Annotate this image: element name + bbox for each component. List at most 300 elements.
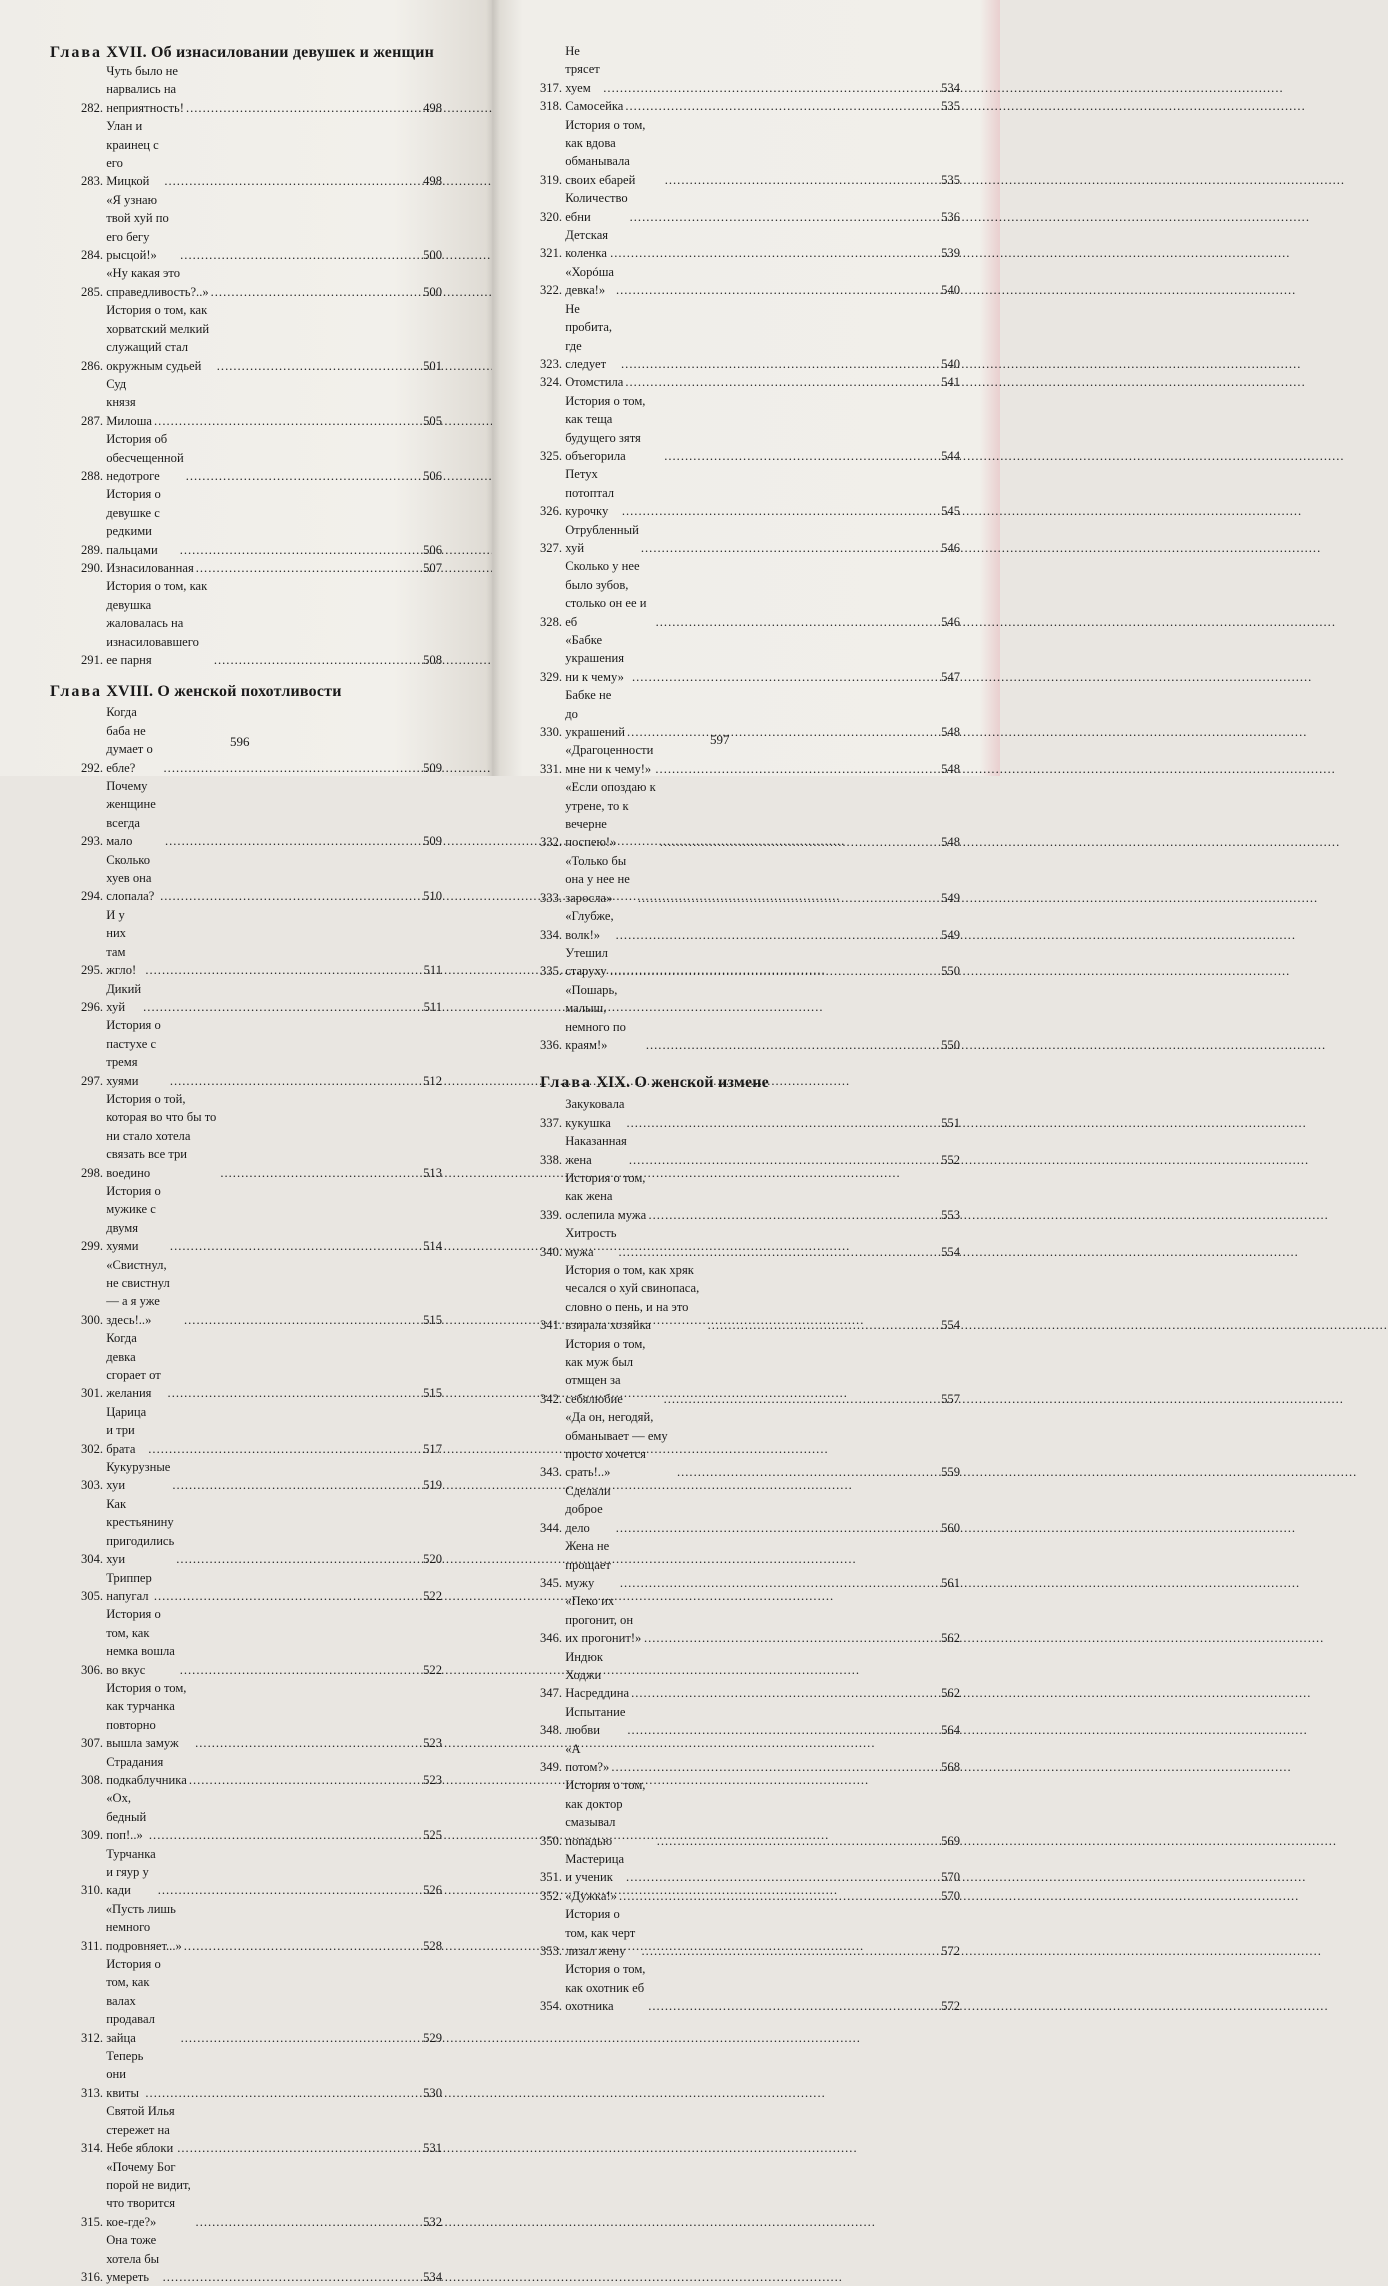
- entry-title: История о том, как теща будущего зятя объегорила: [565, 393, 646, 463]
- entry-title: Царица и три брата: [106, 1404, 147, 1456]
- leader-dots: [184, 1937, 406, 1955]
- toc-entry: [50, 62, 442, 117]
- entry-title: Испытание любви: [565, 1704, 626, 1738]
- entry-number: 342.: [540, 1391, 563, 1406]
- toc-entry: [540, 116, 960, 190]
- entry-title: Отомстила: [565, 375, 624, 390]
- entry-page: 569: [941, 1833, 960, 1848]
- toc-entry: [540, 686, 960, 741]
- leader-dots: [644, 1629, 906, 1647]
- toc-entry: [540, 300, 960, 374]
- leader-dots: [618, 1243, 906, 1261]
- entry-number: 316.: [81, 2269, 104, 2284]
- entry-number: 345.: [540, 1575, 563, 1590]
- leader-dots: [665, 171, 906, 189]
- entry-number: 317.: [540, 80, 563, 95]
- entry-title: История о том, как доктор смазывал попадью: [565, 1778, 646, 1848]
- entry-page: 544: [941, 448, 960, 463]
- toc-entry: [540, 1335, 960, 1409]
- leader-dots: [196, 2213, 406, 2231]
- entry-title: Не трясет хуем: [565, 44, 600, 95]
- entry-number: 328.: [540, 614, 563, 629]
- entry-title: История о том, как турчанка повторно вышла замуж: [106, 1680, 187, 1751]
- entry-number: 350.: [540, 1833, 563, 1848]
- toc-entry: [540, 778, 960, 852]
- entry-page: 523: [423, 1772, 442, 1787]
- entry-number: 308.: [81, 1772, 104, 1787]
- toc-entry: [540, 907, 960, 944]
- entry-page: 541: [941, 375, 960, 390]
- entry-page: 500: [423, 284, 442, 299]
- entry-number: 325.: [540, 448, 563, 463]
- toc-entry: [50, 1495, 442, 1569]
- entry-number: 310.: [81, 1883, 104, 1898]
- leader-dots: [168, 1384, 406, 1402]
- entry-title: История о том, как хряк чесался о хуй свинопаса, словно о пень, и на это взирала хозяйка: [565, 1263, 700, 1333]
- entry-title: История о том, как жена ослепила мужа: [565, 1170, 647, 1222]
- entry-title: Самосейка: [565, 99, 624, 114]
- leader-dots: [186, 467, 406, 485]
- toc-entry: [540, 465, 960, 520]
- entry-title: Турчанка и гяур у кади: [106, 1846, 156, 1898]
- leader-dots: [180, 246, 406, 264]
- entry-title: «Я узнаю твой хуй по его бегу рысцой!»: [106, 192, 169, 263]
- entry-number: 282.: [81, 100, 104, 115]
- toc-entry: [50, 1900, 442, 1955]
- entry-title: «Свистнул, не свистнул — а я уже здесь!..»: [106, 1257, 170, 1327]
- leader-dots: [677, 1463, 906, 1481]
- entry-title: История о том, как валах продавал зайца: [106, 1957, 161, 2045]
- entry-number: 309.: [81, 1828, 104, 1843]
- entry-page: 535: [941, 172, 960, 187]
- entry-page: 534: [423, 2269, 442, 2284]
- toc-entry: [50, 301, 442, 375]
- leader-dots: [641, 539, 906, 557]
- entry-page: 570: [941, 1888, 960, 1903]
- entry-title: Жена не прощает мужу: [565, 1539, 611, 1590]
- entry-page: 548: [941, 725, 960, 740]
- entry-number: 311.: [81, 1938, 103, 1953]
- entry-title: Закуковала кукушка: [565, 1097, 625, 1130]
- leader-dots: [664, 1390, 906, 1408]
- entry-number: 301.: [81, 1386, 104, 1401]
- entry-number: 285.: [81, 284, 104, 299]
- entry-page: 559: [941, 1465, 960, 1480]
- toc-entry: [540, 1261, 960, 1335]
- entry-page: 568: [941, 1759, 960, 1774]
- leader-dots: [638, 889, 906, 907]
- entry-page: 560: [941, 1520, 960, 1535]
- entry-page: 540: [941, 356, 960, 371]
- entry-title: Суд князя Милоша: [106, 376, 153, 428]
- toc-entry: [50, 430, 442, 485]
- entry-number: 284.: [81, 248, 104, 263]
- entry-title: Хитрость мужа: [565, 1226, 617, 1259]
- toc-entry: [540, 189, 960, 226]
- entry-page: 500: [423, 248, 442, 263]
- entry-title: История о том, как девушка жаловалась на изнасиловавшего ее парня: [106, 579, 208, 667]
- entry-title: Изнасилованная: [106, 560, 194, 575]
- leader-dots: [189, 1771, 406, 1789]
- entry-number: 332.: [540, 835, 563, 850]
- leader-dots: [629, 1151, 906, 1169]
- entry-number: 323.: [540, 356, 563, 371]
- toc-entry: [540, 1408, 960, 1482]
- entry-number: 337.: [540, 1115, 563, 1130]
- entry-title: Не пробита, где следует: [565, 301, 613, 371]
- leader-dots: [626, 1868, 906, 1886]
- book-gutter: [486, 0, 500, 776]
- entry-number: 322.: [540, 283, 563, 298]
- entry-title: Отрубленный хуй: [565, 522, 639, 555]
- entry-title: «Да он, негодяй, обманывает — ему просто хочется срать!..»: [565, 1410, 668, 1480]
- entry-title: «Бабке украшения ни к чему»: [565, 633, 625, 684]
- toc-entry: [540, 521, 960, 558]
- toc-list-xviii-cont: [540, 42, 960, 1054]
- entry-number: 313.: [81, 2085, 104, 2100]
- toc-entry: [540, 1850, 960, 1887]
- entry-number: 344.: [540, 1520, 563, 1535]
- entry-number: 304.: [81, 1552, 104, 1567]
- entry-page: 549: [941, 890, 960, 905]
- entry-number: 297.: [81, 1073, 104, 1088]
- entry-title: И у них там жгло!: [106, 907, 137, 978]
- leader-dots: [181, 2029, 406, 2047]
- toc-entry: [540, 1169, 960, 1224]
- entry-number: 340.: [540, 1244, 563, 1259]
- right-page: [492, 0, 1000, 2014]
- leader-dots: [184, 1311, 406, 1329]
- entry-number: 295.: [81, 963, 104, 978]
- entry-page: 557: [941, 1391, 960, 1406]
- toc-list-xix: [540, 1095, 960, 2015]
- leader-dots: [664, 447, 906, 465]
- page-number-left: 596: [230, 734, 250, 749]
- entry-title: Бабке не до украшений: [565, 688, 626, 740]
- entry-page: 523: [423, 1736, 442, 1751]
- entry-title: История о том, как охотник еб охотника: [565, 1962, 646, 2014]
- toc-entry: [50, 1090, 442, 1182]
- entry-page: 512: [423, 1073, 442, 1088]
- entry-title: Количество ебни: [565, 191, 628, 224]
- toc-entry: [540, 1224, 960, 1261]
- leader-dots: [610, 244, 906, 262]
- toc-entry: [50, 2158, 442, 2232]
- toc-entry: [50, 577, 442, 669]
- entry-title: Индюк Ходжи Насреддина: [565, 1649, 630, 1701]
- leader-dots: [154, 412, 406, 430]
- leader-dots: [660, 833, 906, 851]
- entry-page: 515: [423, 1386, 442, 1401]
- leader-dots: [611, 1758, 906, 1776]
- toc-entry: [540, 1095, 960, 1132]
- leader-dots: [177, 2139, 406, 2157]
- toc-entry: [50, 1845, 442, 1900]
- entry-page: 534: [941, 80, 960, 95]
- entry-page: 554: [941, 1318, 960, 1333]
- entry-title: Сколько хуев она слопала?: [106, 852, 155, 904]
- leader-dots: [616, 281, 906, 299]
- entry-page: 510: [423, 889, 442, 904]
- entry-number: 341.: [540, 1318, 563, 1333]
- entry-page: 506: [423, 542, 442, 557]
- entry-title: Утешил старуху: [565, 945, 608, 979]
- leader-dots: [148, 1440, 406, 1458]
- entry-page: 546: [941, 540, 960, 555]
- leader-dots: [657, 1832, 906, 1850]
- toc-entry: [50, 906, 442, 980]
- entry-title: История о девушке с редкими пальцами: [106, 487, 161, 557]
- entry-number: 300.: [81, 1312, 104, 1327]
- entry-number: 312.: [81, 2030, 104, 2045]
- entry-title: История о том, как немка вошла во вкус: [106, 1607, 175, 1677]
- leader-dots: [655, 760, 906, 778]
- entry-page: 528: [423, 1938, 442, 1953]
- entry-page: 519: [423, 1478, 442, 1493]
- entry-page: 515: [423, 1312, 442, 1327]
- toc-entry: [50, 1329, 442, 1403]
- entry-number: 290.: [81, 560, 104, 575]
- toc-entry: [50, 980, 442, 1017]
- entry-page: 522: [423, 1588, 442, 1603]
- entry-page: 546: [941, 614, 960, 629]
- entry-page: 522: [423, 1662, 442, 1677]
- entry-page: 552: [941, 1152, 960, 1167]
- leader-dots: [154, 1587, 406, 1605]
- entry-title: «Только бы она у нее не заросла»: [565, 853, 630, 905]
- entry-number: 299.: [81, 1239, 104, 1254]
- left-page: [0, 0, 492, 2284]
- leader-dots: [211, 283, 406, 301]
- entry-page: 501: [423, 358, 442, 373]
- entry-title: Почему женщине всегда мало: [106, 779, 156, 849]
- entry-page: 551: [941, 1115, 960, 1130]
- entry-number: 307.: [81, 1736, 104, 1751]
- chapter-heading-xvii: Глава XVII. Об изнасиловании девушек и женщин: [50, 44, 435, 61]
- toc-entry: [50, 2231, 442, 2286]
- entry-title: Как крестьянину пригодились хуи: [106, 1496, 175, 1567]
- toc-entry: [540, 741, 960, 778]
- entry-number: 321.: [540, 246, 563, 261]
- entry-number: 286.: [81, 358, 104, 373]
- entry-page: 525: [423, 1828, 442, 1843]
- toc-entry: [540, 1703, 960, 1740]
- leader-dots: [158, 1881, 406, 1899]
- entry-page: 561: [941, 1575, 960, 1590]
- entry-page: 554: [941, 1244, 960, 1259]
- entry-page: 531: [423, 2141, 442, 2156]
- entry-title: Дикий хуй: [106, 981, 142, 1014]
- toc-entry: [540, 392, 960, 466]
- entry-title: Кукурузные хуи: [106, 1460, 171, 1493]
- leader-dots: [619, 1887, 906, 1905]
- toc-entry: [540, 1776, 960, 1850]
- page-number-right: 597: [710, 732, 730, 747]
- leader-dots: [622, 502, 906, 520]
- leader-dots: [642, 1942, 906, 1960]
- leader-dots: [145, 961, 406, 979]
- entry-number: 292.: [81, 760, 104, 775]
- entry-title: «Хорóша девка!»: [565, 264, 614, 298]
- toc-entry: [50, 375, 442, 430]
- toc-entry: [540, 373, 960, 391]
- entry-number: 291.: [81, 653, 104, 667]
- entry-number: 331.: [540, 761, 563, 776]
- toc-entry: [50, 2047, 442, 2102]
- leader-dots: [149, 1826, 406, 1844]
- chapter-heading-xviii: Глава XVIII. О женской похотливости: [50, 683, 342, 701]
- entry-number: 305.: [81, 1588, 104, 1603]
- entry-title: Триппер напугал: [106, 1570, 152, 1603]
- entry-title: «Ну какая это справедливость?..»: [106, 266, 209, 299]
- toc-entry: [540, 42, 960, 97]
- entry-number: 329.: [540, 669, 563, 684]
- entry-number: 352.: [540, 1888, 563, 1903]
- entry-title: «Пошарь, малыш, немного по краям!»: [565, 982, 626, 1052]
- toc-entry: [540, 1592, 960, 1647]
- leader-dots: [627, 1721, 906, 1739]
- leader-dots: [616, 926, 906, 944]
- toc-entry: [50, 1753, 442, 1790]
- leader-dots: [630, 208, 906, 226]
- entry-page: 536: [941, 209, 960, 224]
- entry-page: 511: [423, 999, 442, 1014]
- entry-number: 320.: [540, 209, 563, 224]
- leader-dots: [603, 79, 906, 97]
- entry-title: Мастерица и ученик: [565, 1852, 625, 1885]
- entry-number: 288.: [81, 468, 104, 483]
- leader-dots: [656, 613, 906, 631]
- leader-dots: [145, 2084, 406, 2102]
- leader-dots: [631, 1684, 906, 1702]
- toc-entry: [50, 264, 442, 301]
- entry-number: 349.: [540, 1759, 563, 1774]
- entry-number: 324.: [540, 375, 563, 390]
- toc-entry: [540, 557, 960, 631]
- entry-page: 508: [423, 653, 442, 667]
- toc-entry: [540, 1905, 960, 1960]
- toc-entry: [50, 559, 442, 577]
- leader-dots: [143, 998, 406, 1016]
- entry-title: «Дужка!»: [565, 1888, 617, 1903]
- entry-page: 547: [941, 669, 960, 684]
- entry-title: Сделали доброе дело: [565, 1483, 611, 1535]
- entry-number: 351.: [540, 1870, 563, 1885]
- entry-number: 335.: [540, 964, 563, 979]
- entry-title: Улан и краинец с его Мицкой: [106, 119, 159, 189]
- entry-page: 545: [941, 504, 960, 519]
- entry-title: Детская коленка: [565, 228, 609, 261]
- entry-page: 548: [941, 761, 960, 776]
- entry-title: Когда баба не думает о ебле?: [106, 705, 153, 775]
- toc-entry: [540, 1960, 960, 2015]
- entry-number: 318.: [540, 99, 563, 114]
- toc-entry: [540, 1740, 960, 1777]
- leader-dots: [217, 357, 406, 375]
- entry-page: 530: [423, 2085, 442, 2100]
- entry-title: Страдания подкаблучника: [106, 1754, 187, 1787]
- entry-page: 520: [423, 1552, 442, 1567]
- entry-title: Святой Илья стережет на Небе яблоки: [106, 2104, 175, 2156]
- entry-number: 306.: [81, 1662, 104, 1677]
- entry-page: 514: [423, 1239, 442, 1254]
- entry-page: 550: [941, 1037, 960, 1052]
- leader-dots: [627, 723, 906, 741]
- entry-page: 572: [941, 1944, 960, 1959]
- entry-page: 562: [941, 1686, 960, 1701]
- entry-title: История об обесчещенной недотроге: [106, 432, 184, 483]
- entry-title: История о том, как муж был отмщен за себялюбие: [565, 1336, 646, 1406]
- toc-entry: [50, 1016, 442, 1090]
- toc-list-xvii: [50, 62, 442, 669]
- toc-entry: [50, 1679, 442, 1753]
- toc-entry: [50, 1256, 442, 1330]
- entry-number: 348.: [540, 1723, 563, 1738]
- entry-page: 509: [423, 760, 442, 775]
- toc-entry: [540, 1537, 960, 1592]
- entry-number: 302.: [81, 1441, 104, 1456]
- entry-title: История о том, как вдова обманывала своих ебарей: [565, 117, 646, 187]
- entry-page: 572: [941, 1999, 960, 2014]
- entry-title: История о том, как хорватский мелкий служащий стал окружным судьей: [106, 303, 210, 373]
- toc-entry: [540, 226, 960, 263]
- entry-page: 549: [941, 927, 960, 942]
- leader-dots: [180, 1661, 406, 1679]
- toc-entry: [540, 631, 960, 686]
- entry-number: 294.: [81, 889, 104, 904]
- entry-title: Когда девка сгорает от желания: [106, 1331, 161, 1401]
- leader-dots: [160, 887, 406, 905]
- leader-dots: [648, 1997, 906, 2015]
- toc-entry: [540, 263, 960, 300]
- toc-entry: [540, 944, 960, 981]
- leader-dots: [621, 355, 906, 373]
- leader-dots: [646, 1036, 906, 1054]
- leader-dots: [195, 1734, 406, 1752]
- entry-number: 336.: [540, 1037, 563, 1052]
- leader-dots: [164, 172, 406, 190]
- entry-page: 535: [941, 99, 960, 114]
- leader-dots: [176, 1550, 406, 1568]
- entry-title: Наказанная жена: [565, 1134, 627, 1167]
- entry-page: 570: [941, 1870, 960, 1885]
- entry-page: 511: [423, 963, 442, 978]
- entry-number: 315.: [81, 2214, 104, 2229]
- entry-page: 539: [941, 246, 960, 261]
- leader-dots: [632, 668, 906, 686]
- entry-title: «Пеко их прогонит, он их прогонит!»: [565, 1594, 642, 1646]
- entry-page: 498: [423, 100, 442, 115]
- entry-number: 314.: [81, 2141, 104, 2156]
- toc-entry: [50, 1182, 442, 1256]
- entry-number: 339.: [540, 1207, 563, 1222]
- entry-number: 338.: [540, 1152, 563, 1167]
- entry-number: 353.: [540, 1944, 563, 1959]
- toc-entry: [50, 485, 442, 559]
- toc-entry: [50, 1605, 442, 1679]
- entry-page: 498: [423, 174, 442, 189]
- entry-number: 343.: [540, 1465, 563, 1480]
- toc-entry: [540, 1482, 960, 1537]
- leader-dots: [220, 1164, 406, 1182]
- entry-page: 564: [941, 1723, 960, 1738]
- entry-number: 296.: [81, 999, 104, 1014]
- entry-number: 333.: [540, 890, 563, 905]
- entry-page: 562: [941, 1631, 960, 1646]
- leader-dots: [170, 1237, 406, 1255]
- entry-page: 505: [423, 413, 442, 428]
- toc-entry: [50, 851, 442, 906]
